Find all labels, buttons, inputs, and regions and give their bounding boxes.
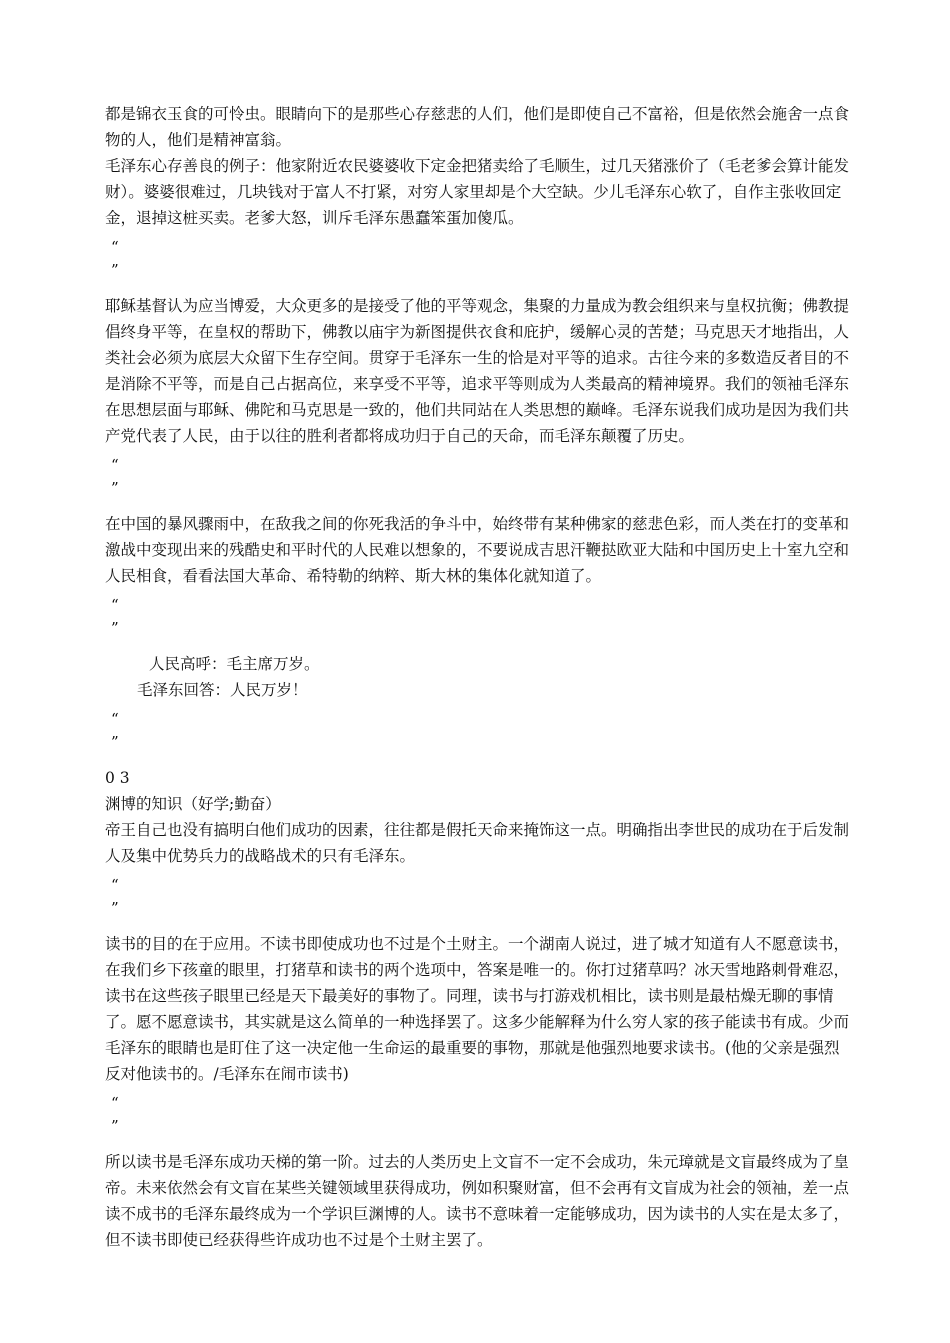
paragraph-equality: 耶稣基督认为应当博爱，大众更多的是接受了他的平等观念，集聚的力量成为教会组织来与皇权抗衡；佛教提倡终身平等，在皇权的帮助下，佛教以庙宇为新图提供衣食和庇护，缓解心灵的苦楚；马克思天才地指出，人类社会必须为底层大众留下生存空间。贯穿于毛泽东一生的恰是对平等的追求。古往今来的多数造反者目的不是消除不平等，而是自己占据高位，来享受不平等，追求平等则成为人类最高的精神境界。我们的领袖毛泽东在思想层面与耶稣、佛陀和马克思是一致的，他们共同站在人类思想的巅峰。毛泽东说我们成功是因为我们共产党代表了人民，由于以往的胜利者都将成功归于自己的天命，而毛泽东颠覆了历史。 <box>105 297 850 445</box>
close-quote-mark: ” <box>111 733 119 751</box>
close-quote-mark: ” <box>111 479 119 497</box>
paragraph-compassion-in-revolution: 在中国的暴风骤雨中，在敌我之间的你死我活的争斗中，始终带有某种佛家的慈悲色彩，而人类在打的变革和激战中变现出来的残酷史和平时代的人民难以想象的，不要说成吉思汗鞭挞欧亚大陆和中国历史上十室九空和人民相食，看看法国大革命、希特勒的纳粹、斯大林的集体化就知道了。 <box>105 515 850 585</box>
document-page <box>105 101 850 1253</box>
paragraph-kindness-example: 毛泽东心存善良的例子：他家附近农民婆婆收下定金把猪卖给了毛顺生，过几天猪涨价了（毛老爹会算计能发财）。婆婆很难过，几块钱对于富人不打紧，对穷人家里却是个大空缺。少儿毛泽东心软了，自作主张收回定金，退掉这桩买卖。老爹大怒，训斥毛泽东愚蠢笨蛋加傻瓜。 <box>105 157 850 227</box>
paragraph-people-cheer: 人民高呼：毛主席万岁。 <box>149 655 320 673</box>
open-quote-mark: “ <box>111 238 119 256</box>
close-quote-mark: ” <box>111 619 119 637</box>
close-quote-mark: ” <box>111 1117 119 1135</box>
open-quote-mark: “ <box>111 710 119 728</box>
open-quote-mark: “ <box>111 876 119 894</box>
section-title: 渊博的知识（好学;勤奋） <box>105 795 281 813</box>
close-quote-mark: ” <box>111 899 119 917</box>
close-quote-mark: ” <box>111 261 119 279</box>
paragraph-reading-first-step: 所以读书是毛泽东成功天梯的第一阶。过去的人类历史上文盲不一定不会成功，朱元璋就是文盲最终成为了皇帝。未来依然会有文盲在某些关键领域里获得成功，例如积聚财富，但不会再有文盲成为社会的领袖，差一点读不成书的毛泽东最终成为一个学识巨渊博的人。读书不意味着一定能够成功，因为读书的人实在是太多了，但不读书即使已经获得些许成功也不过是个土财主罢了。 <box>105 1153 850 1249</box>
paragraph-emperors-fate: 帝王自己也没有搞明白他们成功的因素，往往都是假托天命来掩饰这一点。明确指出李世民的成功在于后发制人及集中优势兵力的战略战术的只有毛泽东。 <box>105 821 850 865</box>
paragraph-mao-reply: 毛泽东回答：人民万岁！ <box>137 681 308 699</box>
paragraph-rich-and-poor: 都是锦衣玉食的可怜虫。眼睛向下的是那些心存慈悲的人们，他们是即使自己不富裕，但是依然会施舍一点食物的人，他们是精神富翁。 <box>105 105 850 149</box>
paragraph-purpose-of-reading: 读书的目的在于应用。不读书即使成功也不过是个土财主。一个湖南人说过，进了城才知道有人不愿意读书，在我们乡下孩童的眼里，打猪草和读书的两个选项中，答案是唯一的。你打过猪草吗？冰天雪地路刺骨难忍，读书在这些孩子眼里已经是天下最美好的事物了。同理，读书与打游戏机相比，读书则是最枯燥无聊的事情了。愿不愿意读书，其实就是这么简单的一种选择罢了。这多少能解释为什么穷人家的孩子能读书有成。少而毛泽东的眼睛也是盯住了这一决定他一生命运的最重要的事物，那就是他强烈地要求读书。(他的父亲是强烈反对他读书的。/毛泽东在闹市读书) <box>105 935 850 1083</box>
open-quote-mark: “ <box>111 1094 119 1112</box>
open-quote-mark: “ <box>111 596 119 614</box>
open-quote-mark: “ <box>111 456 119 474</box>
section-number: 0 3 <box>105 769 130 787</box>
